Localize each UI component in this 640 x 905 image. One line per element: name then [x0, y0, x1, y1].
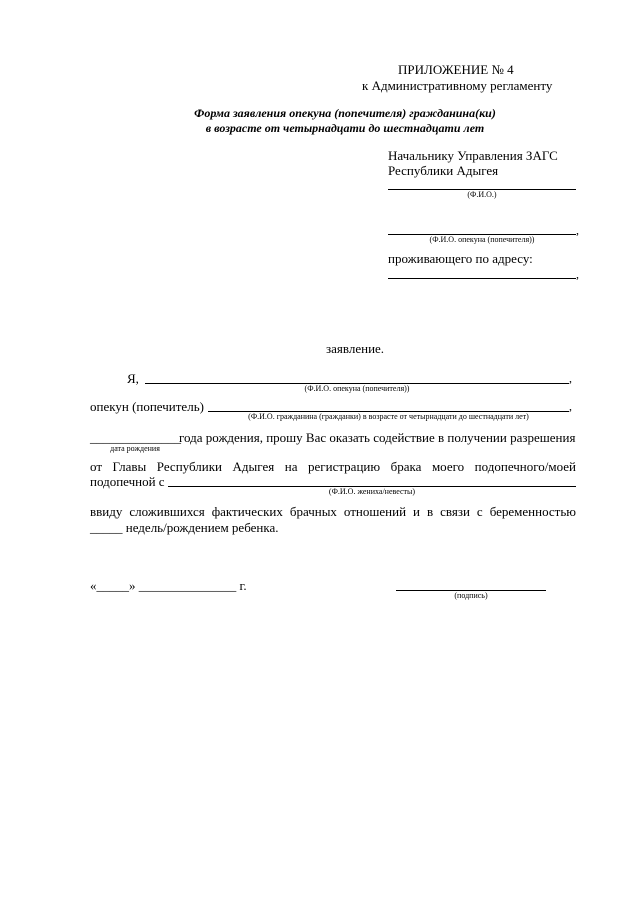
- address-line[interactable]: [388, 278, 576, 279]
- ward-fio-caption: (Ф.И.О. гражданина (гражданки) в возрасте от четырнадцати до шестнадцати лет): [248, 412, 529, 421]
- date-field[interactable]: «_____» _______________ г.: [90, 578, 247, 593]
- guardian-label: опекун (попечитель): [90, 399, 204, 414]
- paragraph-2-line1: от Главы Республики Адыгея на регистрацию брака моего подопечного/моей: [90, 459, 576, 474]
- regulation-reference: к Административному регламенту: [362, 78, 553, 93]
- ya-label: Я,: [127, 371, 139, 386]
- comma: ,: [576, 267, 579, 281]
- signature-caption: (подпись): [454, 591, 488, 600]
- appendix-number: ПРИЛОЖЕНИЕ № 4: [398, 62, 514, 77]
- guardian-fio-caption: (Ф.И.О. опекуна (попечителя)): [429, 235, 535, 244]
- birth-request-text: года рождения, прошу Вас оказать содействие в получении разрешения: [179, 430, 576, 445]
- birth-date-caption: дата рождения: [110, 444, 160, 453]
- paragraph-3-line1: ввиду сложившихся фактических брачных отношений и в связи с беременностью: [90, 504, 576, 519]
- addressee-line2: Республики Адыгея: [388, 163, 499, 178]
- birth-date-blank[interactable]: ______________: [90, 430, 181, 445]
- comma: ,: [576, 223, 579, 237]
- addressee-line1: Начальнику Управления ЗАГС: [388, 148, 558, 163]
- document-heading: заявление.: [326, 341, 385, 356]
- paragraph-2-line2: подопечной с: [90, 474, 165, 489]
- paragraph-3-line2: _____ недель/рождением ребенка.: [90, 520, 279, 535]
- comma: ,: [569, 371, 572, 385]
- head-fio-caption: (Ф.И.О.): [467, 190, 497, 199]
- applicant-fio-caption: (Ф.И.О. опекуна (попечителя)): [304, 384, 410, 393]
- comma: ,: [569, 399, 572, 413]
- residing-label: проживающего по адресу:: [388, 251, 533, 266]
- groom-bride-caption: (Ф.И.О. жениха/невесты): [328, 487, 416, 496]
- form-title-line1: Форма заявления опекуна (попечителя) гражданина(ки): [194, 106, 496, 120]
- form-title-line2: в возрасте от четырнадцати до шестнадцати лет: [205, 121, 485, 135]
